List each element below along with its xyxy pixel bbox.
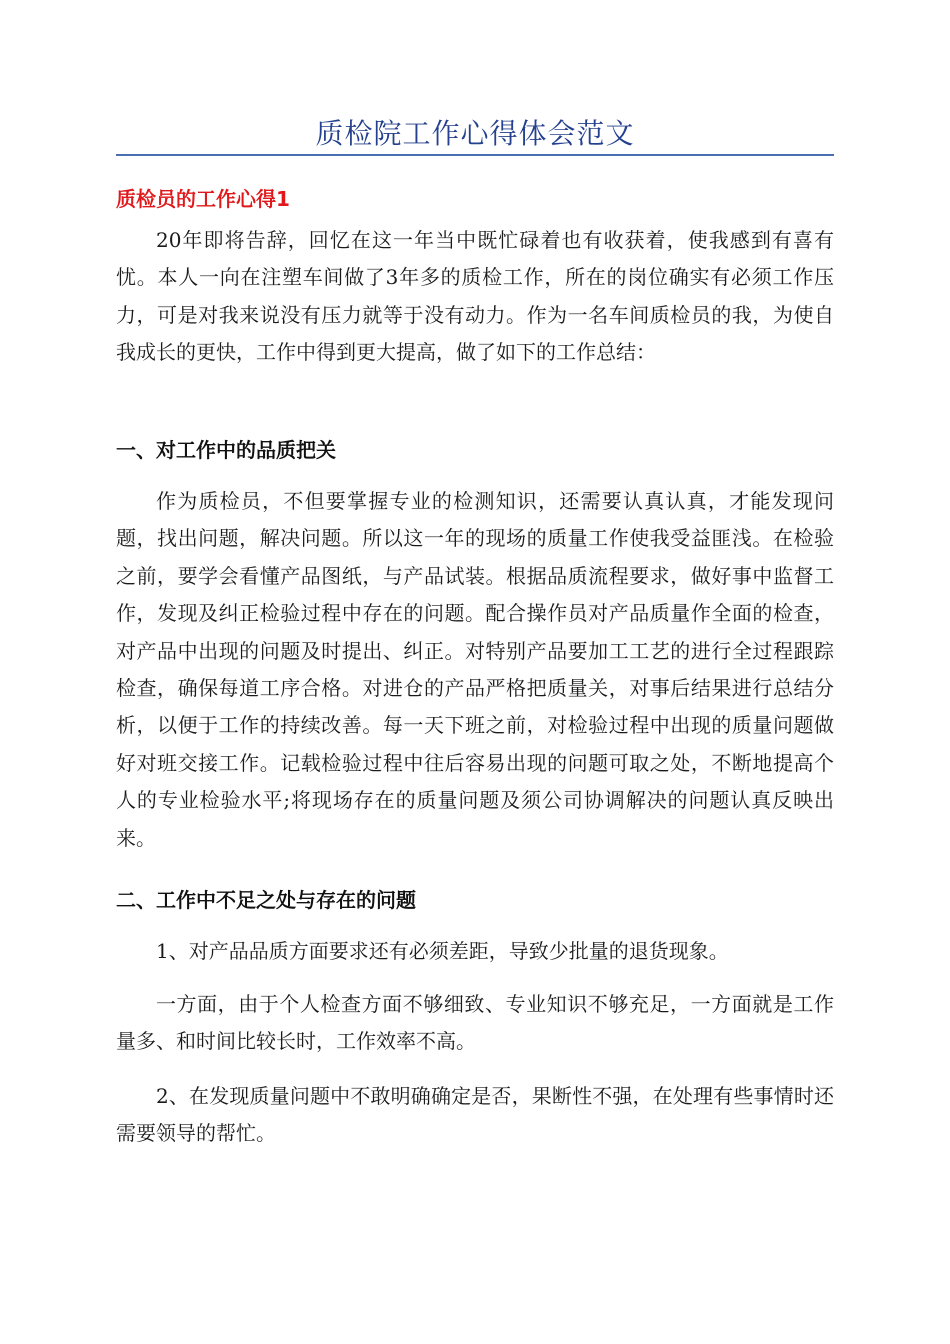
intro-paragraph: 20年即将告辞，回忆在这一年当中既忙碌着也有收获着，使我感到有喜有忧。本人一向在注塑车间做了3年多的质检工作，所在的岗位确实有必须工作压力，可是对我来说没有压力就等于没有动力。作为一名车间质检员的我，为使自我成长的更快，工作中得到更大提高，做了如下的工作总结：	[116, 228, 834, 365]
item-one: 1、对产品品质方面要求还有必须差距，导致少批量的退货现象。	[156, 939, 729, 963]
quality-paragraph: 作为质检员，不但要掌握专业的检测知识，还需要认真认真，才能发现问题，找出问题，解决问题。所以这一年的现场的质量工作使我受益匪浅。在检验之前，要学会看懂产品图纸，与产品试装。根据品质流程要求，做好事中监督工作，发现及纠正检验过程中存在的问题。配合操作员对产品质量作全面的检查，对产品中出现的问题及时提出、纠正。对特别产品要加工工艺的进行全过程跟踪检查，确保每道工序合格。对进仓的产品严格把质量关，对事后结果进行总结分析，以便于工作的持续改善。每一天下班之前，对检验过程中出现的质量问题做好对班交接工作。记载检验过程中往后容易出现的问题可取之处，不断地提高个人的专业检验水平;将现场存在的质量问题及须公司协调解决的问题认真反映出来。	[116, 489, 834, 850]
item-two: 2、在发现质量问题中不敢明确确定是否，果断性不强，在处理有些事情时还需要领导的帮忙。	[116, 1084, 834, 1146]
heading-shortcomings: 二、工作中不足之处与存在的问题	[116, 888, 416, 912]
section-heading-1: 质检员的工作心得1	[116, 187, 290, 211]
heading-quality-control: 一、对工作中的品质把关	[116, 438, 336, 462]
document-title: 质检院工作心得体会范文	[315, 117, 635, 150]
item-one-detail: 一方面，由于个人检查方面不够细致、专业知识不够充足，一方面就是工作量多、和时间比较长时，工作效率不高。	[116, 992, 834, 1054]
title-underline	[116, 154, 834, 156]
